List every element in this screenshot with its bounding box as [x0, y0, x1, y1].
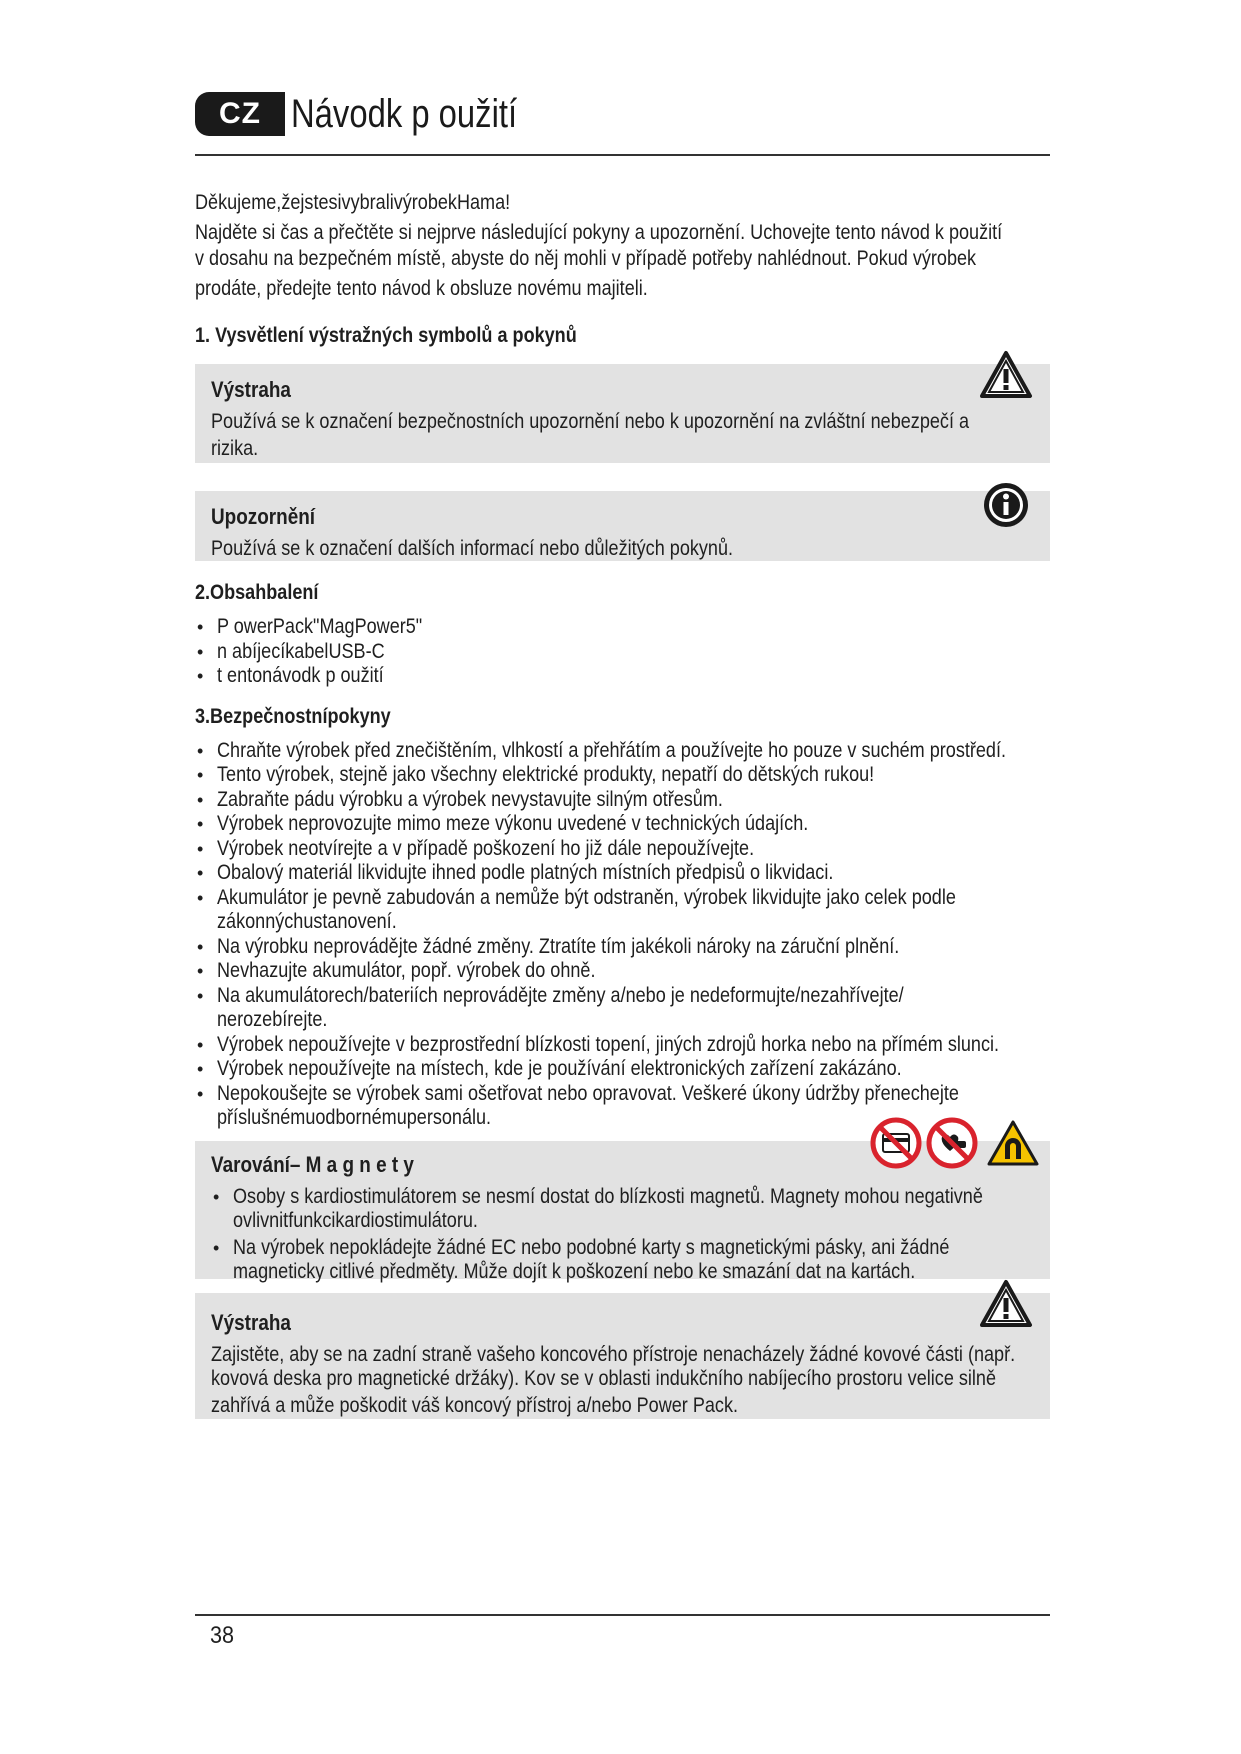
magnets-warning-list	[211, 1185, 1034, 1285]
intro-line: Najděte si čas a přečtěte si nejprve následující pokyny a upozornění. Uchovejte tento návod k použití	[195, 221, 1003, 244]
list-item: • Výrobek neprovozujte mimo meze výkonu uvedené v technických údajích.	[195, 812, 1050, 837]
metal-warning-title: Výstraha	[211, 1309, 291, 1335]
magnets-warning-box	[195, 1141, 1050, 1283]
metal-warning-text: zahřívá a může poškodit váš koncový přístroj a/nebo Power Pack.	[211, 1393, 739, 1417]
no-pacemaker-icon	[926, 1117, 978, 1169]
section-heading-contents: 2.Obsahbalení	[195, 581, 319, 604]
warning-box-title: Výstraha	[211, 377, 291, 402]
warning-box-text: rizika.	[211, 437, 259, 460]
list-item: • Akumulátor je pevně zabudován a nemůže být odstraněn, výrobek likvidujte jako celek podle zákonnýchustanovení.	[195, 886, 1050, 935]
footer-divider	[195, 1614, 1050, 1616]
list-item: • Na výrobek nepokládejte žádné EC nebo podobné karty s magnetickými pásky, ani žádné magneticky citlivé předměty. Může dojít k poškození nebo ke smazání dat na kartách.	[211, 1236, 1034, 1285]
metal-warning-text: Zajistěte, aby se na zadní straně vašeho koncového přístroje nenacházely žádné kovové části (např.	[211, 1342, 1016, 1366]
list-item: • Výrobek nepoužívejte v bezprostřední blízkosti topení, jiných zdrojů horka nebo na přímém slunci.	[195, 1033, 1050, 1058]
warning-triangle-icon	[979, 350, 1033, 400]
package-contents-list	[195, 615, 1050, 689]
warning-box-text: Používá se k označení bezpečnostních upozornění nebo k upozornění na zvláštní nebezpečí a	[211, 410, 970, 433]
note-box-title: Upozornění	[211, 504, 316, 529]
section-heading-symbols: 1. Vysvětlení výstražných symbolů a pokynů	[195, 324, 577, 347]
section-heading-safety: 3.Bezpečnostnípokyny	[195, 704, 391, 728]
list-item: • Na akumulátorech/bateriích neprovádějte změny a/nebo je nedeformujte/nezahřívejte/ nerozebírejte.	[195, 984, 1050, 1033]
list-item: • Zabraňte pádu výrobku a výrobek nevystavujte silným otřesům.	[195, 788, 1050, 813]
metal-warning-text: kovová deska pro magnetické držáky). Kov se v oblasti indukčního nabíjecího prostoru velice silně	[211, 1366, 997, 1390]
language-badge: CZ	[195, 92, 285, 136]
page-number: 38	[210, 1622, 235, 1649]
page-header	[195, 88, 1050, 140]
list-item: • Osoby s kardiostimulátorem se nesmí dostat do blízkosti magnetů. Magnety mohou negativně ovlivnitfunkcikardiostimulátoru.	[211, 1185, 1034, 1234]
metal-warning-box	[195, 1293, 1050, 1419]
list-item: • P owerPack"MagPower5"	[195, 615, 1050, 640]
list-item: • Tento výrobek, stejně jako všechny elektrické produkty, nepatří do dětských rukou!	[195, 763, 1050, 788]
list-item: • n abíjecíkabelUSB-C	[195, 640, 1050, 665]
list-item: • Výrobek neotvírejte a v případě poškození ho již dále nepoužívejte.	[195, 837, 1050, 862]
intro-line: v dosahu na bezpečném místě, abyste do něj mohli v případě potřeby nahlédnout. Pokud výrobek	[195, 247, 977, 270]
magnet-warning-icon	[986, 1119, 1040, 1167]
list-item: • Nevhazujte akumulátor, popř. výrobek do ohně.	[195, 959, 1050, 984]
list-item: • Chraňte výrobek před znečištěním, vlhkostí a přehřátím a používejte ho pouze v suchém prostředí.	[195, 739, 1050, 764]
note-box	[195, 491, 1050, 561]
warning-triangle-icon	[979, 1279, 1033, 1329]
intro-line: prodáte, předejte tento návod k obsluze novému majiteli.	[195, 277, 648, 300]
intro-line: Děkujeme,žejstesivybralivýrobekHama!	[195, 191, 511, 214]
page-title: Návodk p oužití	[291, 91, 518, 136]
note-box-text: Používá se k označení dalších informací nebo důležitých pokynů.	[211, 537, 734, 560]
page-content	[195, 88, 1050, 1419]
list-item: • Nepokoušejte se výrobek sami ošetřovat nebo opravovat. Veškeré úkony údržby přenechejte příslušnémuodbornémupersonálu.	[195, 1082, 1050, 1131]
intro-paragraph	[195, 190, 1050, 302]
header-divider	[195, 154, 1050, 156]
magnets-warning-title: Varování– M a g n e t y	[211, 1151, 414, 1177]
list-item: • Výrobek nepoužívejte na místech, kde je používání elektronických zařízení zakázáno.	[195, 1057, 1050, 1082]
list-item: • Obalový materiál likvidujte ihned podle platných místních předpisů o likvidaci.	[195, 861, 1050, 886]
list-item: • Na výrobku neprovádějte žádné změny. Ztratíte tím jakékoli nároky na záruční plnění.	[195, 935, 1050, 960]
safety-instructions-list	[195, 739, 1050, 1131]
warning-box	[195, 364, 1050, 463]
info-icon	[982, 481, 1030, 529]
no-magnetic-cards-icon	[870, 1117, 922, 1169]
list-item: • t entonávodk p oužití	[195, 664, 1050, 689]
